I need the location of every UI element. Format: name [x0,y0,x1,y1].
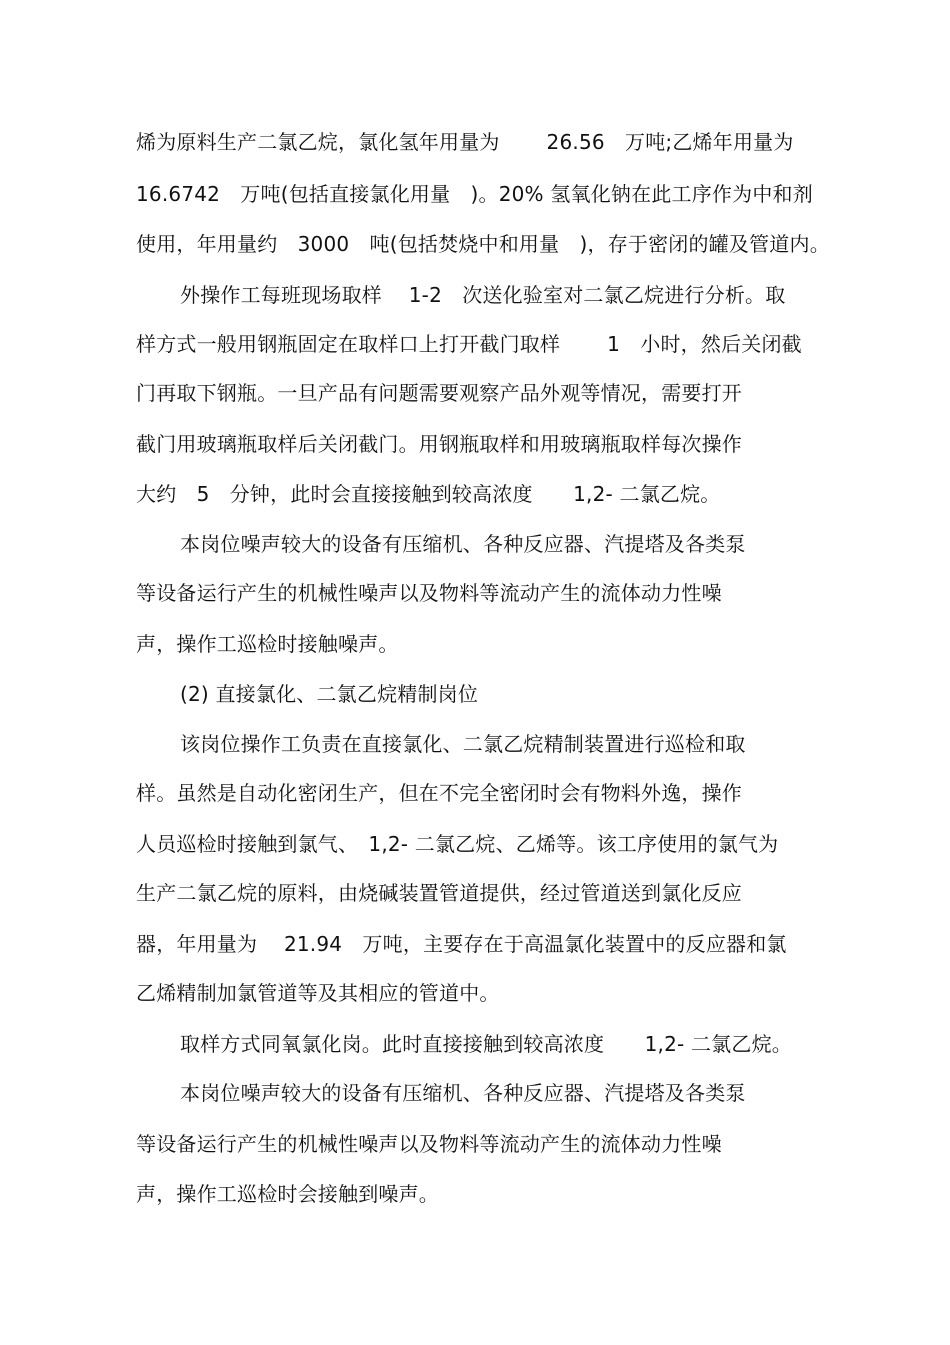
text-line: 乙烯精制加氯管道等及其相应的管道中。 [136,981,500,1005]
text-line: 声，操作工巡检时会接触到噪声。 [136,1182,439,1206]
text-line: 该岗位操作工负责在直接氯化、二氯乙烷精制装置进行巡检和取 [180,732,746,756]
text-line: 截门用玻璃瓶取样后关闭截门。用钢瓶取样和用玻璃瓶取样每次操作 [136,432,742,456]
text-line: 声，操作工巡检时接触噪声。 [136,632,399,656]
text-line: 等设备运行产生的机械性噪声以及物料等流动产生的流体动力性噪 [136,581,722,605]
text-line: 样方式一般用钢瓶固定在取样口上打开截门取样 1 小时，然后关闭截 [136,332,802,356]
text-line: 生产二氯乙烷的原料，由烧碱装置管道提供，经过管道送到氯化反应 [136,881,742,905]
text-line: 使用，年用量约 3000 吨(包括焚烧中和用量 )，存于密闭的罐及管道内。 [136,232,830,256]
text-line: 16.6742 万吨(包括直接氯化用量 )。20% 氢氧化钠在此工序作为中和剂 [136,182,813,206]
text-line: 等设备运行产生的机械性噪声以及物料等流动产生的流体动力性噪 [136,1132,722,1156]
text-line: 本岗位噪声较大的设备有压缩机、各种反应器、汽提塔及各类泵 [180,532,746,556]
text-line: 门再取下钢瓶。一旦产品有问题需要观察产品外观等情况，需要打开 [136,381,742,405]
text-line: 烯为原料生产二氯乙烷，氯化氢年用量为 26.56 万吨;乙烯年用量为 [136,130,794,154]
text-line: 样。虽然是自动化密闭生产，但在不完全密闭时会有物料外逸，操作 [136,781,742,805]
text-line: 外操作工每班现场取样 1-2 次送化验室对二氯乙烷进行分析。取 [180,283,786,307]
text-line: 大约 5 分钟，此时会直接接触到较高浓度 1,2- 二氯乙烷。 [136,482,721,506]
text-line: 本岗位噪声较大的设备有压缩机、各种反应器、汽提塔及各类泵 [180,1081,746,1105]
text-line: 器，年用量为 21.94 万吨，主要存在于高温氯化装置中的反应器和氯 [136,932,787,956]
text-line: 人员巡检时接触到氯气、 1,2- 二氯乙烷、乙烯等。该工序使用的氯气为 [136,832,779,856]
text-line: 取样方式同氧氯化岗。此时直接接触到较高浓度 1,2- 二氯乙烷。 [180,1032,792,1056]
section-heading: (2) 直接氯化、二氯乙烷精制岗位 [180,682,479,706]
